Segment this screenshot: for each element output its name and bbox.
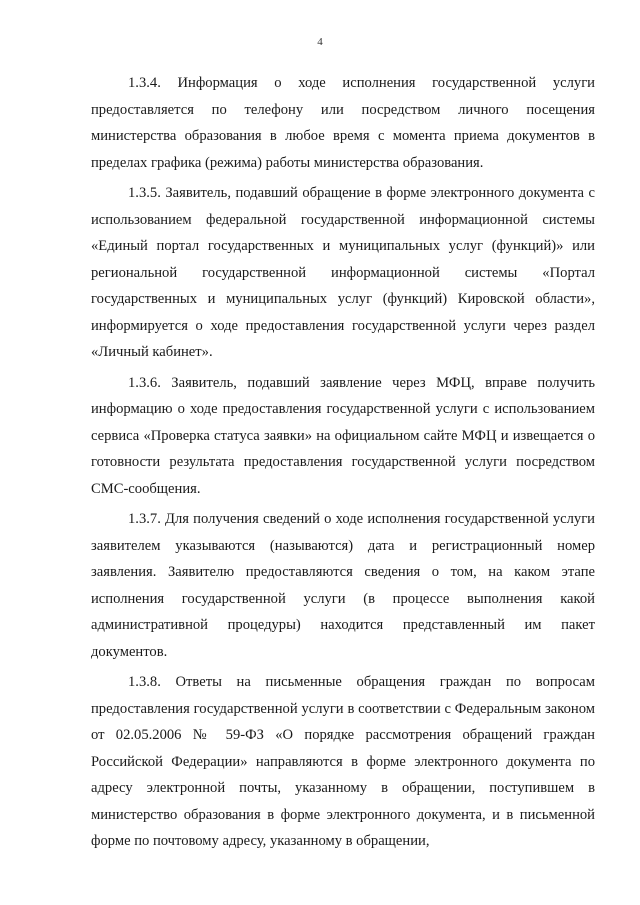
paragraph-1-3-8: 1.3.8. Ответы на письменные обращения граждан по вопросам предоставления государственной услуги в соответствии с Федеральным законом от 02.05.2006 № 59-ФЗ «О порядке рассмотрения обращений граждан Российской Федерации» направляются в форме электронного документа по адресу электронной почты, указанному в обращении, поступившем в министерство образования в форме электронного документа, и в письменной форме по почтовому адресу, указанному в обращении,: [91, 674, 595, 849]
paragraph-1-3-6: 1.3.6. Заявитель, подавший заявление через МФЦ, вправе получить информацию о ходе предоставления государственной услуги с использованием сервиса «Проверка статуса заявки» на официальном сайте МФЦ и извещается о готовности результата предоставления государственной услуги посредством СМС-сообщения.: [91, 374, 595, 497]
document-body: [91, 70, 595, 855]
paragraph-1-3-7: 1.3.7. Для получения сведений о ходе исполнения государственной услуги заявителем указываются (называются) дата и регистрационный номер заявления. Заявителю предоставляются сведения о том, на каком этапе исполнения государственной услуги (в процессе выполнения какой административной процедуры) находится представленный им пакет документов.: [91, 511, 595, 660]
paragraph-1-3-4: 1.3.4. Информация о ходе исполнения государственной услуги предоставляется по телефону или посредством личного посещения министерства образования в любое время с момента приема документов в пределах графика (режима) работы министерства образования.: [91, 75, 595, 171]
page-number: 4: [317, 36, 323, 48]
paragraph-1-3-5: 1.3.5. Заявитель, подавший обращение в форме электронного документа с использованием федеральной государственной информационной системы «Единый портал государственных и муниципальных услуг (функций)» или региональной государственной информационной системы «Портал государственных и муниципальных услуг (функций) Кировской области», информируется о ходе предоставления государственной услуги через раздел «Личный кабинет».: [91, 185, 595, 360]
